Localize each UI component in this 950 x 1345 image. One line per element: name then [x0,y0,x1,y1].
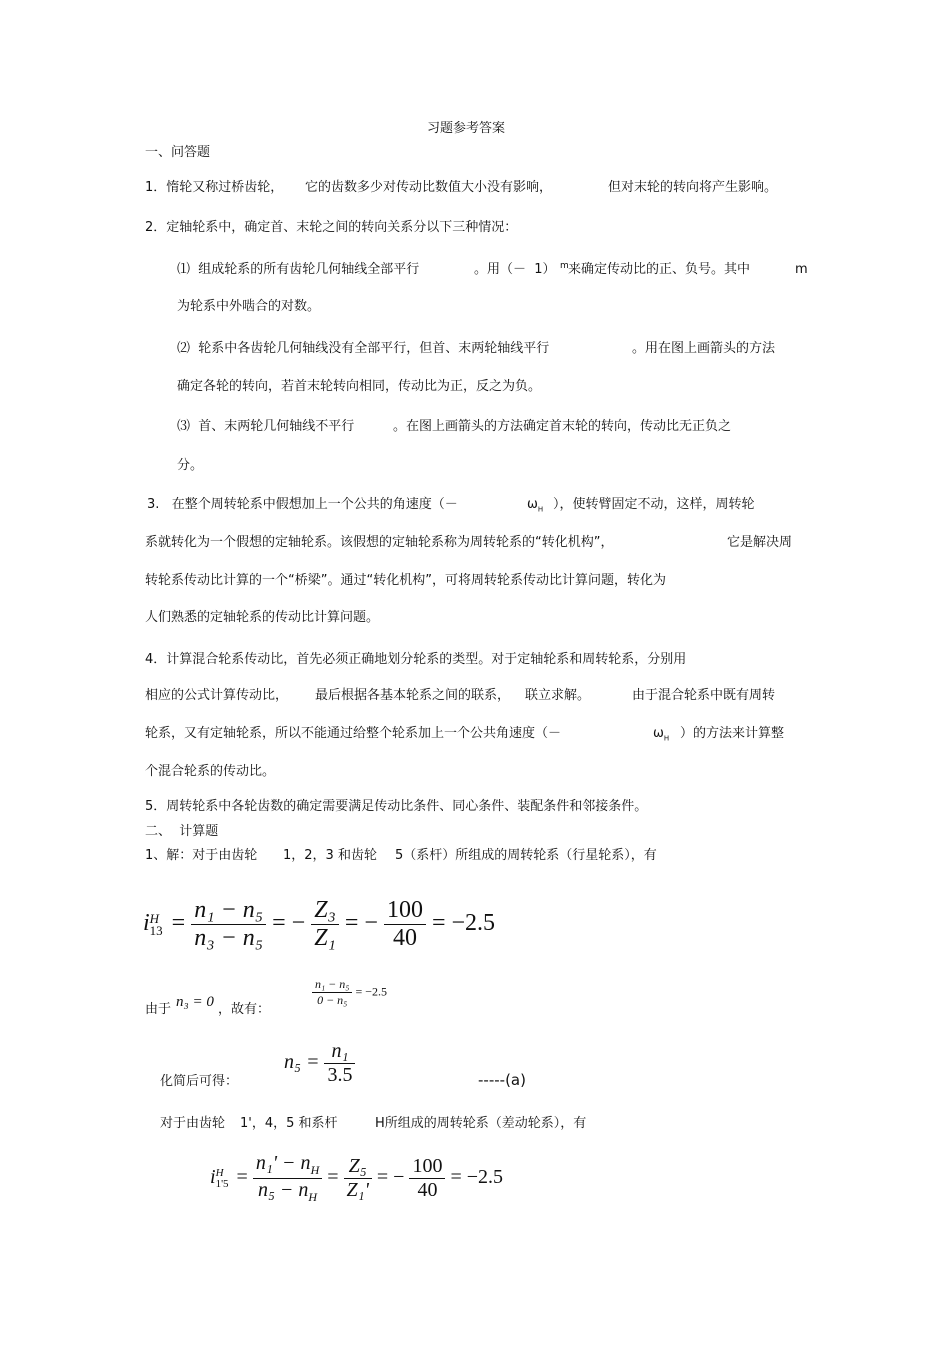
solution-line1-a: 1、解：对于由齿轮 [145,848,258,863]
solution-line1-b: 1，2，3 和齿轮 [283,848,377,863]
q2-item1-d: 为轮系中外啮合的对数。 [177,299,321,314]
diff-line-a: 对于由齿轮 [160,1116,226,1131]
q3-omega: $\omega_H$ [527,497,544,514]
q3-line1-b: ），使转臂固定不动，这样，周转轮 [553,497,755,512]
q2-item3-b: 。在图上画箭头的方法确定首末轮的转向，传动比无正负之 [393,419,732,434]
equation-1: i H 13 = $\frac{\text{n₁ − n₅}}{\text{n₃ − n₅}}$ = − $\frac{\text{Z₃}}{\text{Z₁}}$ = − $\frac{100}{40}$ = −2.5 [143,897,496,951]
q4-line3-a: 轮系，又有定轴轮系，所以不能通过给整个轮系加上一个公共角速度（－ [145,726,562,741]
q1-part-c: 但对末轮的转向将产生影响。 [608,180,778,195]
q2-item1-m: m [795,262,808,277]
q4-line4: 个混合轮系的传动比。 [145,764,276,779]
equation-3: n₅ = $\frac{\text{n₁}}{3.5}$ [284,1040,355,1087]
page-title: 习题参考答案 [427,121,506,136]
section-heading-qa: 一、问答题 [145,145,211,160]
q1-part-b: 它的齿数多少对传动比数值大小没有影响， [305,180,553,195]
diff-line-b: 1'，4，5 和系杆 [240,1116,338,1131]
q4-omega: $\omega_H$ [653,726,670,743]
since-label: 由于 [145,1002,172,1017]
equation-2: $\frac{\text{n₁ − n₅}}{\text{0 − n₅}}$ = −2.5 [312,977,387,1008]
q3-line3: 转轮系传动比计算的一个“桥梁”。通过“转化机构”，可将周转轮系传动比计算问题，转化为 [145,573,666,588]
q4-line3-b: ）的方法来计算整 [680,726,785,741]
simplify-label: 化简后可得： [160,1074,239,1089]
section-heading-calc: 二、 计算题 [145,824,219,839]
since-condition: n₃ = 0 [176,994,214,1010]
q2-item3-a: ⑶ 首、末两轮几何轴线不平行 [177,419,355,434]
q4-line1: 4．计算混合轮系传动比，首先必须正确地划分轮系的类型。对于定轴轮系和周转轮系，分别用 [145,652,687,667]
diff-line-c: H所组成的周转轮系（差动轮系），有 [375,1116,587,1131]
q3-line4: 人们熟悉的定轴轮系的传动比计算问题。 [145,610,380,625]
equation-3-tag: -----(a) [478,1071,526,1089]
q2-item2-b: 。用在图上画箭头的方法 [632,341,776,356]
q2-item1-b: 。用（－ 1） [474,262,556,277]
q1-part-a: 1．惰轮又称过桥齿轮， [145,180,284,195]
q2-item1-sup: m [560,261,569,271]
q3-line2-b: 它是解决周 [727,535,793,550]
q4-line2-a: 相应的公式计算传动比， [145,688,289,703]
q2-item1-a: ⑴ 组成轮系的所有齿轮几何轴线全部平行 [177,262,420,277]
q2-intro: 2．定轴轮系中，确定首、末轮之间的转向关系分以下三种情况： [145,220,518,235]
equation-4: i H 1'5 = $\frac{n_1' - n_H}{n_5 - n_H}$ = $\frac{\text{Z₅}}{\text{Z₁'}}$ = − $\frac{100}{40}$ = −2.5 [210,1152,503,1204]
q2-item1-c: 来确定传动比的正、负号。其中 [568,262,751,277]
q4-line2-c: 联立求解。 [525,688,591,703]
q2-item2-c: 确定各轮的转向，若首末轮转向相同，传动比为正，反之为负。 [177,379,542,394]
solution-line1-c: 5（系杆）所组成的周转轮系（行星轮系），有 [395,848,657,863]
since-rest: ，故有： [218,1002,271,1017]
q3-line2-a: 系就转化为一个假想的定轴轮系。该假想的定轴轮系称为周转轮系的“转化机构”， [145,535,614,550]
q4-line2-d: 由于混合轮系中既有周转 [632,688,776,703]
q5-line: 5．周转轮系中各轮齿数的确定需要满足传动比条件、同心条件、装配条件和邻接条件。 [145,799,648,814]
q4-line2-b: 最后根据各基本轮系之间的联系， [315,688,511,703]
q3-line1-a: 3. 在整个周转轮系中假想加上一个公共的角速度（－ [147,497,458,512]
q2-item3-c: 分。 [177,458,204,473]
q2-item2-a: ⑵ 轮系中各齿轮几何轴线没有全部平行，但首、末两轮轴线平行 [177,341,550,356]
